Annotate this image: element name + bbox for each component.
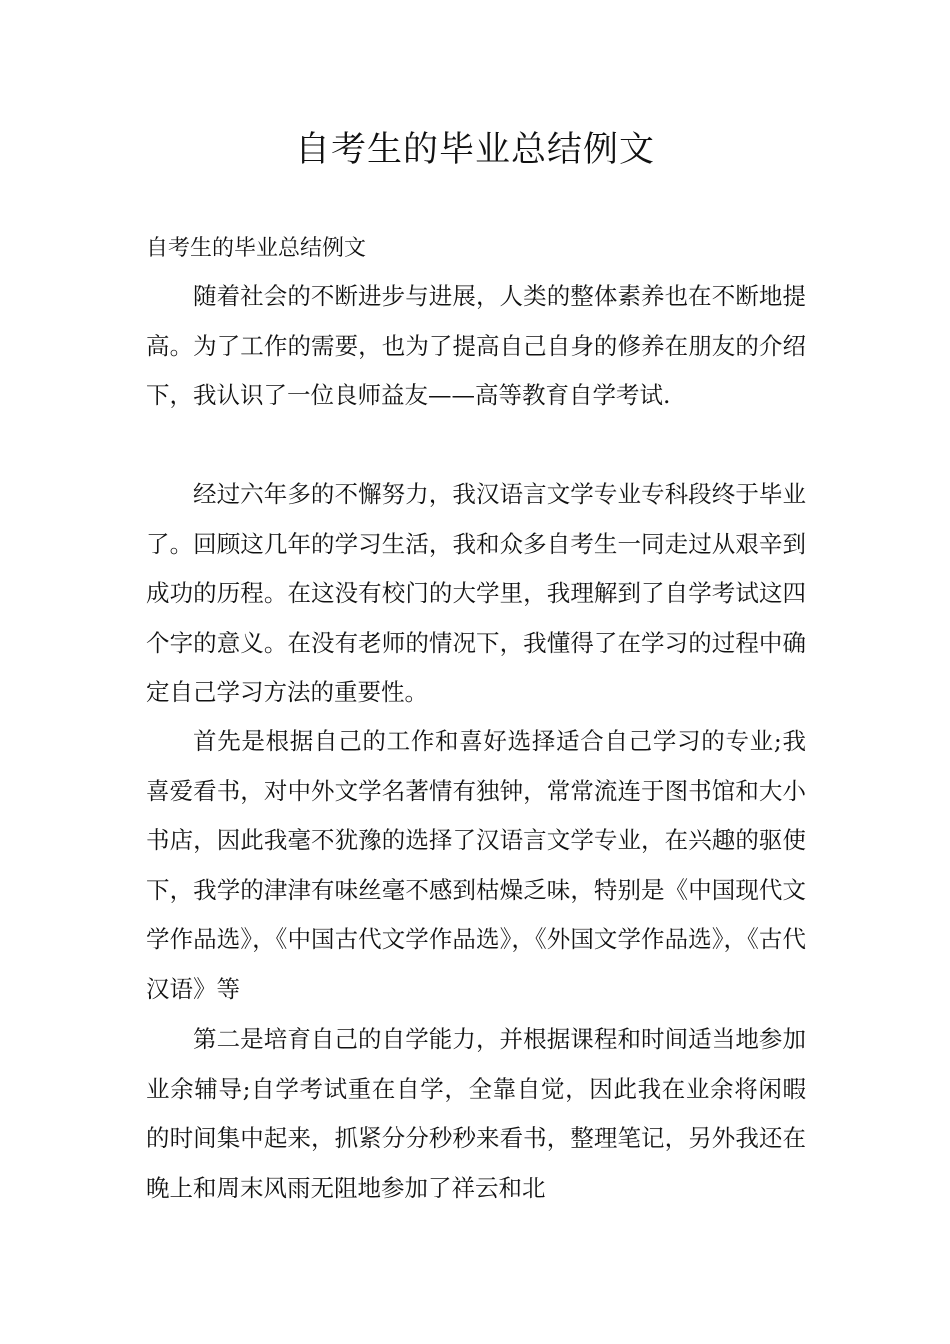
paragraph-graduation: 经过六年多的不懈努力，我汉语言文学专业专科段终于毕业了。回顾这几年的学习生活，我和众多自考生一同走过从艰辛到成功的历程。在这没有校门的大学里，我理解到了自学考试这四个字的意义。在没有老师的情况下，我懂得了在学习的过程中确定自己学习方法的重要性。	[146, 480, 806, 707]
paragraph-intro: 随着社会的不断进步与进展，人类的整体素养也在不断地提高。为了工作的需要，也为了提高自己自身的修养在朋友的介绍下，我认识了一位良师益友——高等教育自学考试.	[146, 282, 806, 410]
paragraph-major-choice: 首先是根据自己的工作和喜好选择适合自己学习的专业;我喜爱看书，对中外文学名著情有独钟，常常流连于图书馆和大小书店，因此我毫不犹豫的选择了汉语言文学专业，在兴趣的驱使下，我学的津津有味丝毫不感到枯燥乏味，特别是《中国现代文学作品选》，《中国古代文学作品选》，《外国文学作品选》，《古代汉语》等	[146, 727, 806, 1003]
document-subtitle: 自考生的毕业总结例文	[146, 236, 367, 261]
document-title: 自考生的毕业总结例文	[294, 130, 655, 170]
paragraph-self-study: 第二是培育自己的自学能力，并根据课程和时间适当地参加业余辅导;自学考试重在自学，全靠自觉，因此我在业余将闲暇的时间集中起来，抓紧分分秒秒来看书，整理笔记，另外我还在晚上和周末风雨无阻地参加了祥云和北	[146, 1025, 806, 1202]
